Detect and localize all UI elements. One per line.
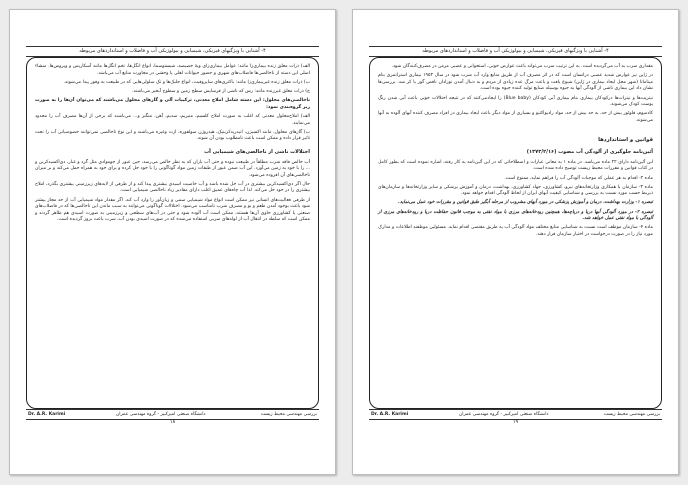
page-body [35,64,310,404]
paragraph: از طرفی فعالیت‌های انسانی نیز ممکن است انواع مواد شیمیایی سمی و زیان‌آور را وارد آب کند. اگر مقدار مواد شیمیایی آب از حد مجاز بیشتر شود باعث بوجود آمدن طعم و بو و مصرف شرب نامناسب می‌شود. اختلالات گوناگونی می‌توانند به سبب ماندن این ناخالصی‌ها که در فاضلاب‌های صنعتی یا کشاورزی حاوی آن‌ها هستند، ممکن است آب آلوده شود و حتی در آب‌های سطحی و زیرزمینی به صورت اسیدی هم ظاهر گردند و ممکن است که سلطه در انتقال آب از لوله‌های سربی استفاده می‌شده که در صورت اسیدی بودن آب، سرب باعث بروز گردیده است. [35,197,310,223]
paragraph: در ژاپن نیز عوارض شدید عصبی درانسان است که در اثر مصرف آب از طریق منابع وارد آب شرب شود در سال ۱۹۵۳ بیماری استراتمری بنام میناماتا (شهر محل ایجاد بیماری در ژاپن) شیوع یافت و باعث مرگ عده زیادی از مردم و به دنبال آمدن نوزادان ناقص گور یا کر شد. بررسی‌ها نشان داد این بیماری ناشی از آلودگی آبها به جیوه بوسیله صنایع تولید کننده جیوه بوده است. [378,73,653,92]
paragraph: این آئین‌نامه دارای ۲۲ ماده می‌باشد. در ماده ۱ به معانی عبارات و اصطلاحاتی که در این آئین‌نامه به کار رفته، اشاره نموده است که بطور کامل در کتاب قوانین و مقررات محیط زیست توضیح داده شده است. [378,159,653,172]
paragraph: حال اگر دی‌اکسیدکربن بیشتری در آب حل شده باشد و آب خاصیت اسیدی بیشتری پیدا کند و از طرفی از لایه‌های زیرزمینی بیشتری بگذرد، املاح بیشتری را در خود حل می‌کند. لذا آب چاه‌های عمیق اغلب دارای مقادیر زیاد ناخالصی شیمیایی است. [35,181,310,194]
footer-university: دانشگاه صنعتی امیرکبیر - گروه مهندسی عمران [116,412,206,417]
paragraph: آب خالص فاقد شرب مطلقاً در طبیعت نبوده و حتی آب باران که به نظر خالص می‌رسد، حین عبور از جوموادی مثل گرد و غبار، دی‌اکسیدکربن و ... را با خود به زمین می‌آورد. این آب ضمن عبور از طبقات زمین مواد گوناگونی را با خود حل کرده و برای خود به همراه حمل می‌کند و بر میزان ناخالصی‌های آن افزوده می‌شود. [35,159,310,178]
page-header: ۴- آشنایی با ویژگیهای فیزیکی، شیمیایی و بیولوژیکی آب و فاضلاب و استانداردهای مربوطه [369,46,662,57]
paragraph: الف) املاح‌محلول معدنی که اغلب به صورت املاح کلسیم، منیزیم، سدیم، آهن، منگنز و... می‌باشند که برخی از آن‌ها مصرف آب را محدود می‌نمایند. [35,113,310,126]
content-frame [26,57,319,409]
page-body [378,64,653,404]
footer-author: Dr. A.R. Karimi [371,412,409,417]
paragraph: ب) ذرات معلق زنده غیربیماری‌زا مانند: باکتری‌های ساپروفیت، انواع جلبک‌ها و تک سلولی‌هایی که در طبیعت به وفور پیدا می‌شوند. [63,79,310,85]
document-page-left [9,9,336,475]
footer-author: Dr. A.R. Karimi [28,412,66,417]
page-number: ۱۸ [169,419,176,425]
document-page-right [352,9,679,475]
paragraph: ج) ذرات معلق غیرزنده مانند: رس که ناشی از فرسایش سطح زمین و سطوح آبخیز می‌باشند. [132,88,310,94]
section-heading: قوانین و استانداردها [598,136,653,143]
paragraph: ماده ۳- سازمان با همکاری وزارتخانه‌های نیرو، کشاورزی، جهاد کشاورزی، بهداشت، درمان و آموزش پزشکی و سایر وزارتخانه‌ها و سازمان‌های ذیربط حسب مورد نسبت به بررسی و شناسایی کیفیت آبهای ایران از لحاظ آلودگی اقدام خواهد نمود. [378,184,653,197]
paragraph: ناخالصی‌های محلول: این دسته شامل املاح معدنی، ترکیبات آلی و گازهای محلول می‌باشند که می‌توان آن‌ها را به صورت زیر گروه‌بندی نمود: [35,98,310,110]
paragraph: مقداری سرب به آب می‌گردیده است. به این ترتیب سرب می‌تواند باعث عوارض خونی، استخوانی و عصبی مزمن در مصرف‌کنندگان شود. [391,64,653,69]
page-header: ۴- آشنایی با ویژگیهای فیزیکی، شیمیایی و بیولوژیکی آب و فاضلاب و استانداردهای مربوطه [26,46,319,57]
footer-course: بررسی مهندسی محیط زیست [603,412,660,417]
content-frame [369,57,662,409]
section-heading: اختلالات ناشی از ناخالصی‌های شیمیایی آب [204,148,310,155]
paragraph: ماده ۴- سازمان موظف است نسبت به شناسایی منابع مختلف مواد آلودگی آب به طریق مقتضی اقدام نماید. مسئولین موظفند اطلاعات و مدارک مورد نیاز را در صورت درخواست در اختیار سازمان قرار دهند. [378,225,653,238]
page-number: ۱۹ [512,419,519,425]
paragraph: ماده ۲- اقدام به هر عملی که موجبات آلودگی آب را فراهم نماید، ممنوع است. [504,175,653,181]
note-paragraph: تبصره ۱- وزارت بهداشت، درمان و آموزش پزشکی در مورد آبهای مشروب از مرحله آبگیر طبق قوانین و مقررات خود عمل می‌نماید. [398,200,653,206]
footer-course: بررسی مهندسی محیط زیست [260,412,317,417]
paragraph: نیتریت‌ها و نیترات‌ها درکودکان بیماری بنام بیماری آبی کودکان (Blue baby) را ایجادمی‌کنند که در نتیجه اختلالات خونی باعث آبی شدن رنگ پوست کودک می‌شوند. [378,95,654,108]
paragraph: کادمیوم، فلوئور بیش از حد، به حد بیش از حد، مواد رادیواکتیو و بسیاری از مواد دیگر باعث ایجاد بیماری در افراد مصرف کننده آبهای آلوده به آنها می‌شوند. [378,111,653,123]
subsection-heading: آئین‌نامه جلوگیری از آلودگی آب مصوب (۱۳۷۳/۲/۱۶) [526,149,653,156]
paragraph: الف) ذرات معلق زنده بیماری‌زا مانند: عوامل بیماری‌زای ویهٔ خصیصه، شیستوسما، انواع انگل‌ها، تخم انگل‌ها مانند آسکاریس و ویروس‌ها. منشاء اصلی این دسته از ناخالصی‌ها فاضلاب‌های شهری و حضور حیوانات اهلی یا وحشی در مجاورت منابع آب می‌باشد. [35,64,310,76]
paragraph: ب) گازهای محلول، مانند اکسیژن، انیدریدکربنیک، هیدروژن سولفوره، ازت وغیره می‌باشند و این نوع ناخالصی نمی‌توانند خصوصیاتی آب را تحت تاثیر قرار داده و ممکن است باعث نامطلوب بودن آن شوند. [35,129,310,142]
footer-university: دانشگاه صنعتی امیرکبیر - گروه مهندسی عمران [459,412,549,417]
note-paragraph: تبصره ۲- در مورد آلودگی آبها دریا و دریاچه‌ها، همچنین رودخانه‌های مرزی با مواد نفتی به موجب قانون حفاظت دریا و رودخانه‌های مرزی از آلودگی با مواد نفتی عمل خواهد شد. [378,209,653,222]
